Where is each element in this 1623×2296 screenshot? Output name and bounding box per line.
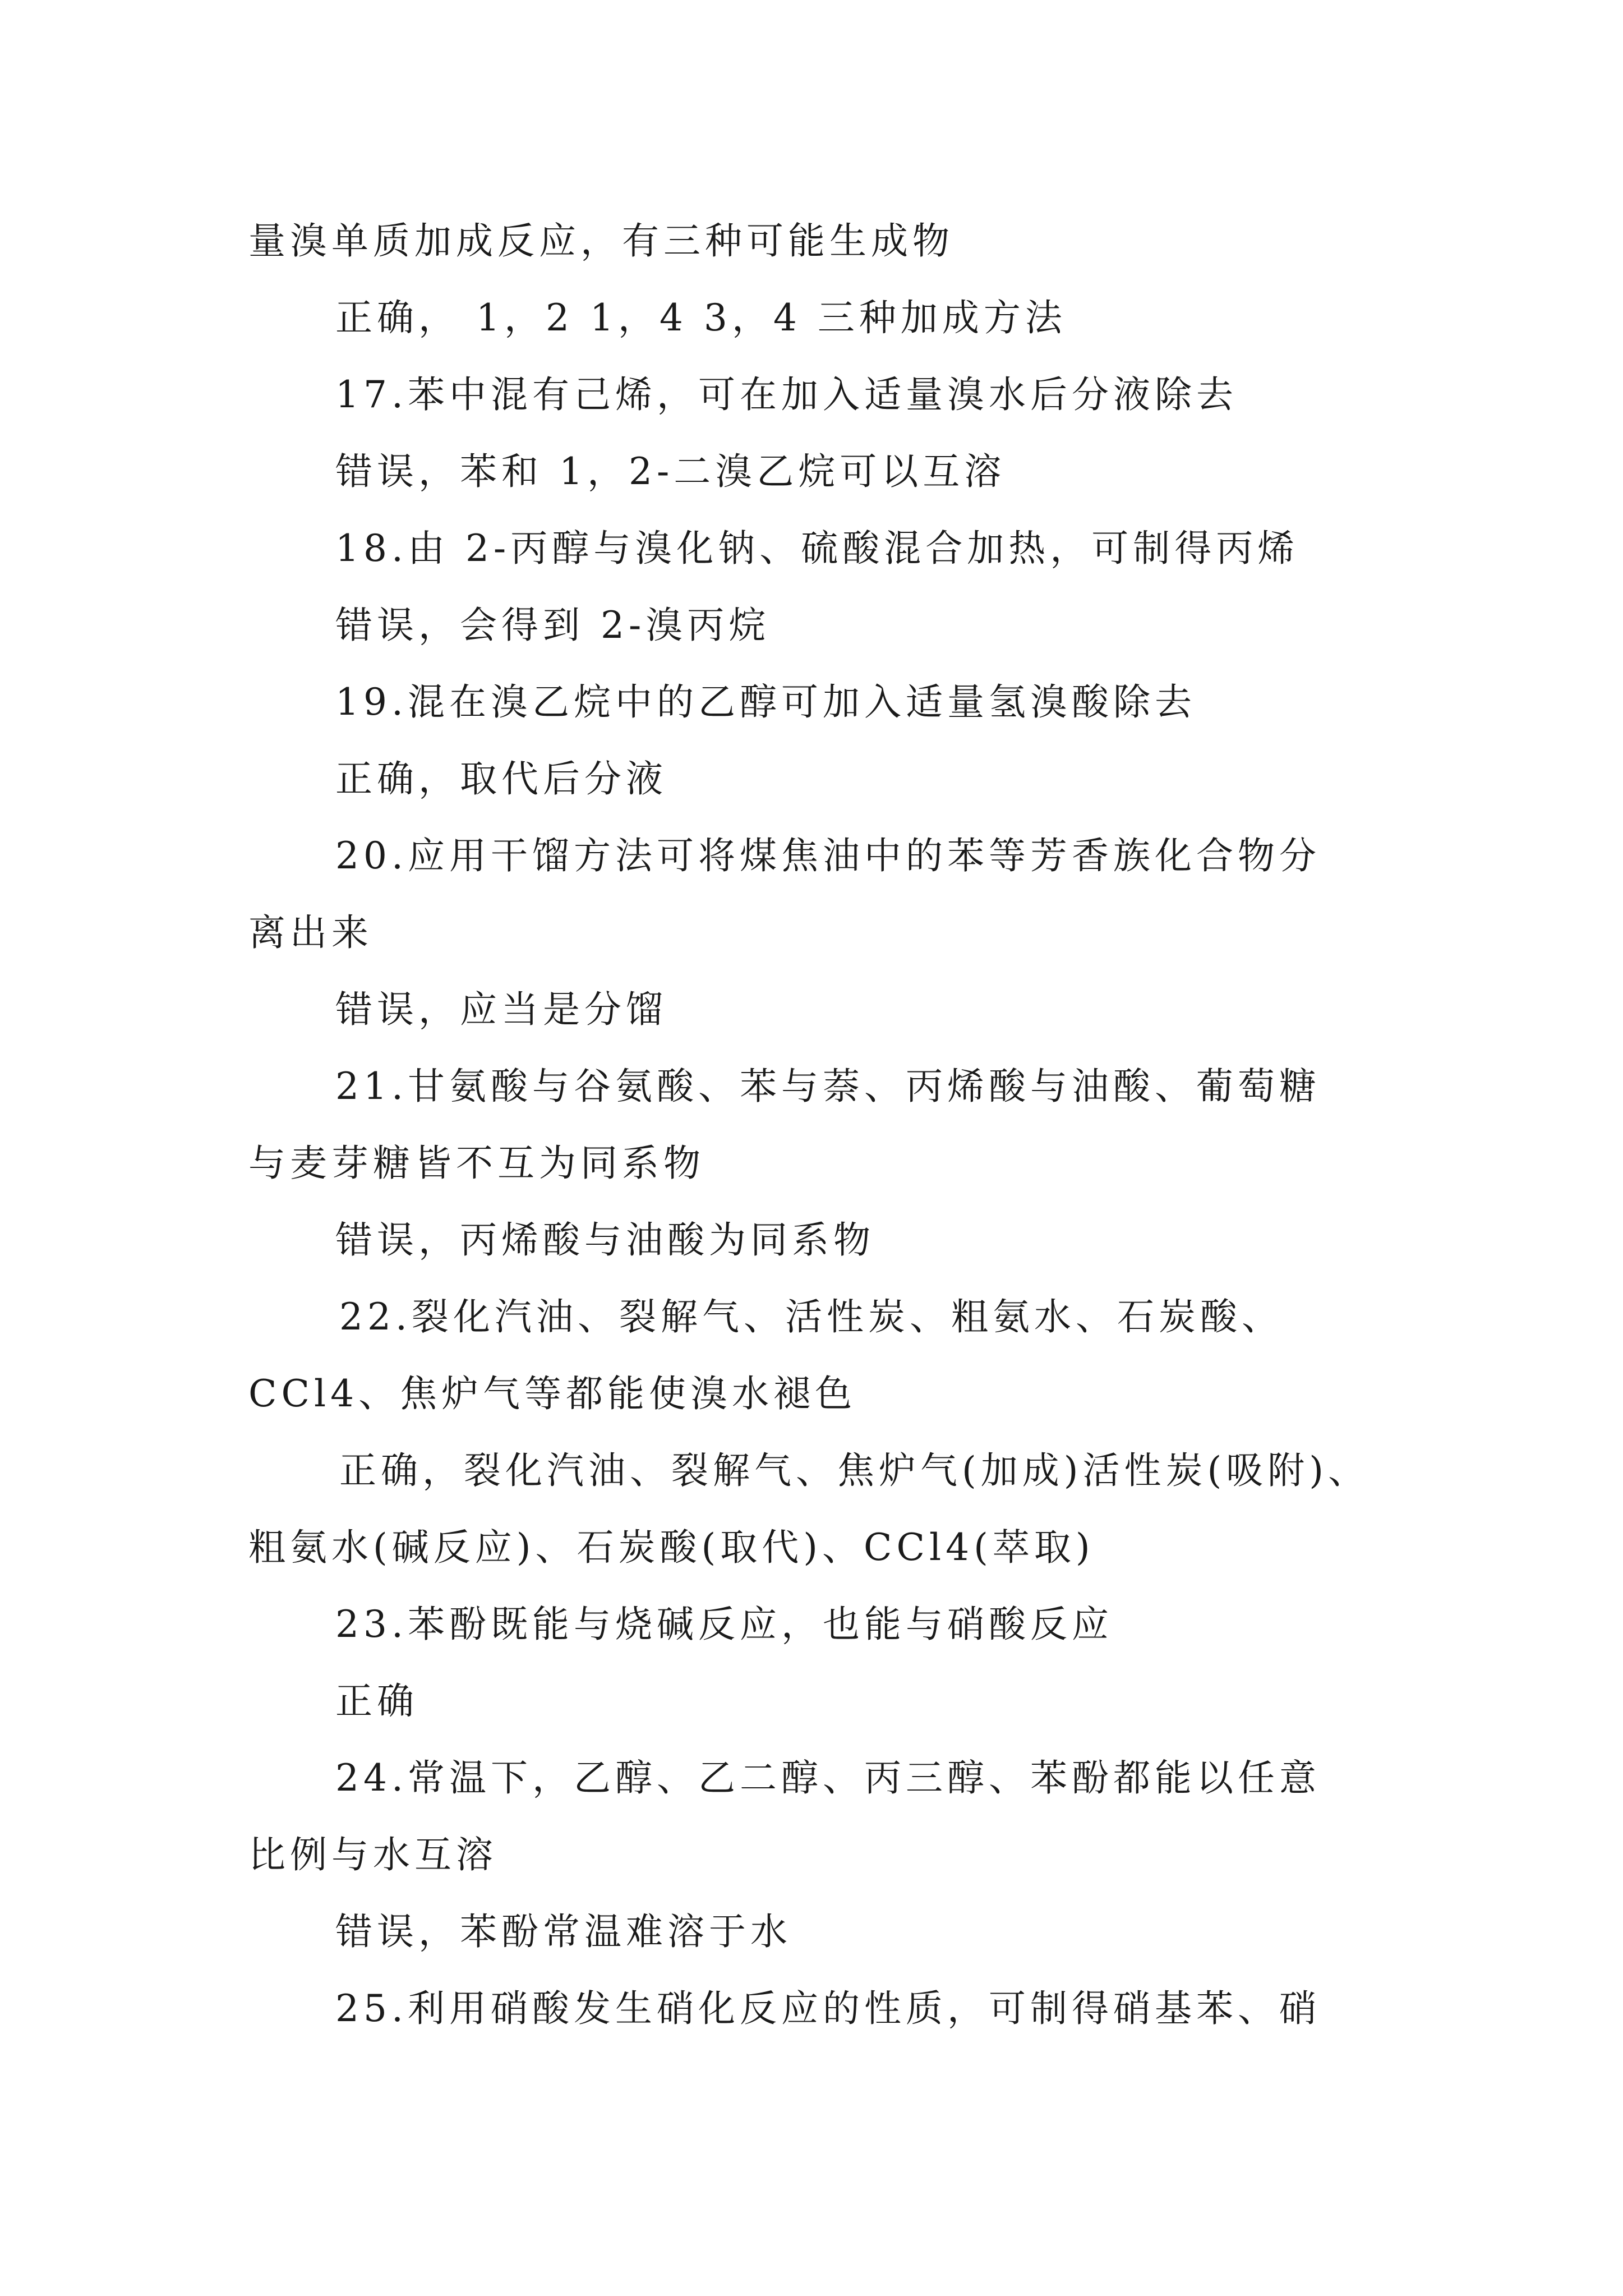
text-line: 错误，会得到 2-溴丙烷	[335, 604, 771, 647]
text-line: CCl4、焦炉气等都能使溴水褪色	[248, 1372, 857, 1415]
text-line: 比例与水互溶	[248, 1833, 497, 1876]
text-line: 24.常温下，乙醇、乙二醇、丙三醇、苯酚都能以任意	[335, 1756, 1321, 1800]
text-line: 22.裂化汽油、裂解气、活性炭、粗氨水、石炭酸、	[339, 1295, 1283, 1338]
text-line: 正确	[335, 1680, 418, 1723]
text-line: 正确， 1，2 1，4 3，4 三种加成方法	[335, 296, 1067, 339]
text-line: 19.混在溴乙烷中的乙醇可加入适量氢溴酸除去	[335, 680, 1196, 724]
text-line: 正确，裂化汽油、裂解气、焦炉气(加成)活性炭(吸附)、	[339, 1449, 1370, 1492]
text-line: 正确，取代后分液	[335, 757, 667, 800]
text-line: 粗氨水(碱反应)、石炭酸(取代)、CCl4(萃取)	[248, 1526, 1095, 1569]
text-line: 错误，丙烯酸与油酸为同系物	[335, 1218, 875, 1262]
text-line: 量溴单质加成反应，有三种可能生成物	[248, 219, 954, 263]
text-line: 21.甘氨酸与谷氨酸、苯与萘、丙烯酸与油酸、葡萄糖	[335, 1065, 1321, 1108]
text-line: 25.利用硝酸发生硝化反应的性质，可制得硝基苯、硝	[335, 1987, 1321, 2030]
text-line: 18.由 2-丙醇与溴化钠、硫酸混合加热，可制得丙烯	[335, 527, 1299, 570]
text-line: 17.苯中混有己烯，可在加入适量溴水后分液除去	[335, 373, 1238, 416]
text-line: 错误，苯和 1，2-二溴乙烷可以互溶	[335, 450, 1006, 493]
text-line: 20.应用干馏方法可将煤焦油中的苯等芳香族化合物分	[335, 834, 1321, 877]
text-line: 与麦芽糖皆不互为同系物	[248, 1142, 705, 1185]
text-line: 23.苯酚既能与烧碱反应，也能与硝酸反应	[335, 1603, 1113, 1646]
text-line: 离出来	[248, 911, 373, 954]
text-line: 错误，应当是分馏	[335, 988, 667, 1031]
text-line: 错误，苯酚常温难溶于水	[335, 1910, 792, 1953]
